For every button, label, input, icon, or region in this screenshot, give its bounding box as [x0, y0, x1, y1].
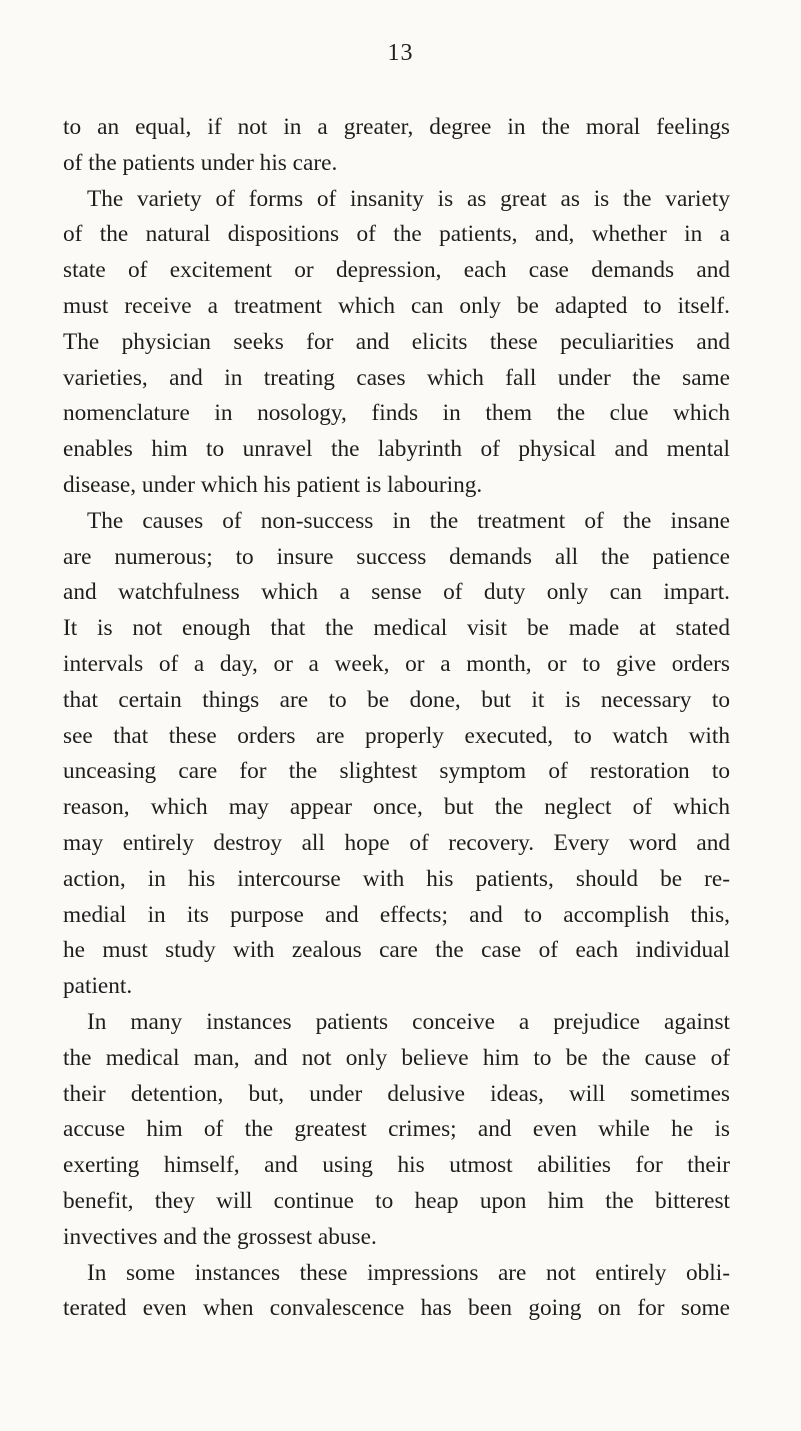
text-line: state of excitement or depression, each case demands and — [63, 257, 730, 284]
text-line: terated even when convalescence has been going on for some — [63, 1295, 730, 1322]
text-line: and watchfulness which a sense of duty only can impart. — [63, 579, 730, 606]
text-line: see that these orders are properly executed, to watch with — [63, 722, 730, 749]
text-line: In many instances patients conceive a prejudice against — [87, 1008, 730, 1035]
text-line: enables him to unravel the labyrinth of physical and mental — [63, 436, 730, 463]
text-line: are numerous; to insure success demands all the patience — [63, 543, 730, 570]
text-line: The causes of non-success in the treatment of the insane — [87, 507, 730, 534]
text-line: action, in his intercourse with his patients, should be re- — [63, 865, 730, 892]
text-line: of the natural dispositions of the patients, and, whether in a — [63, 221, 730, 248]
text-line: patient. — [63, 973, 133, 1000]
text-line: exerting himself, and using his utmost abilities for their — [63, 1152, 730, 1179]
text-line: The physician seeks for and elicits these peculiarities and — [63, 328, 730, 355]
text-line: In some instances these impressions are not entirely obli- — [87, 1259, 730, 1286]
text-line: The variety of forms of insanity is as great as is the variety — [87, 185, 730, 212]
text-line: It is not enough that the medical visit be made at stated — [63, 615, 730, 642]
text-line: unceasing care for the slightest symptom of restoration to — [63, 758, 730, 785]
text-line: intervals of a day, or a week, or a month, or to give orders — [63, 650, 730, 677]
text-line: nomenclature in nosology, finds in them the clue which — [63, 400, 730, 427]
text-line: to an equal, if not in a greater, degree in the moral feelings — [63, 114, 730, 140]
text-line: the medical man, and not only believe him to be the cause of — [63, 1044, 730, 1071]
text-line: he must study with zealous care the case of each individual — [63, 937, 730, 964]
text-line: of the patients under his care. — [63, 149, 338, 176]
body-text — [63, 110, 730, 1327]
text-line: accuse him of the greatest crimes; and even while he is — [63, 1116, 730, 1143]
text-line: may entirely destroy all hope of recovery. Every word and — [63, 829, 730, 856]
text-line: their detention, but, under delusive ideas, will sometimes — [63, 1080, 730, 1107]
text-line: disease, under which his patient is labouring. — [63, 471, 483, 498]
page-number: 13 — [387, 40, 414, 66]
text-line: reason, which may appear once, but the neglect of which — [63, 794, 730, 821]
text-line: varieties, and in treating cases which fall under the same — [63, 364, 730, 391]
text-line: that certain things are to be done, but it is necessary to — [63, 686, 730, 713]
text-line: medial in its purpose and effects; and to accomplish this, — [63, 901, 730, 928]
text-line: invectives and the grossest abuse. — [63, 1223, 377, 1250]
text-line: benefit, they will continue to heap upon him the bitterest — [63, 1187, 730, 1214]
text-line: must receive a treatment which can only be adapted to itself. — [63, 292, 730, 319]
